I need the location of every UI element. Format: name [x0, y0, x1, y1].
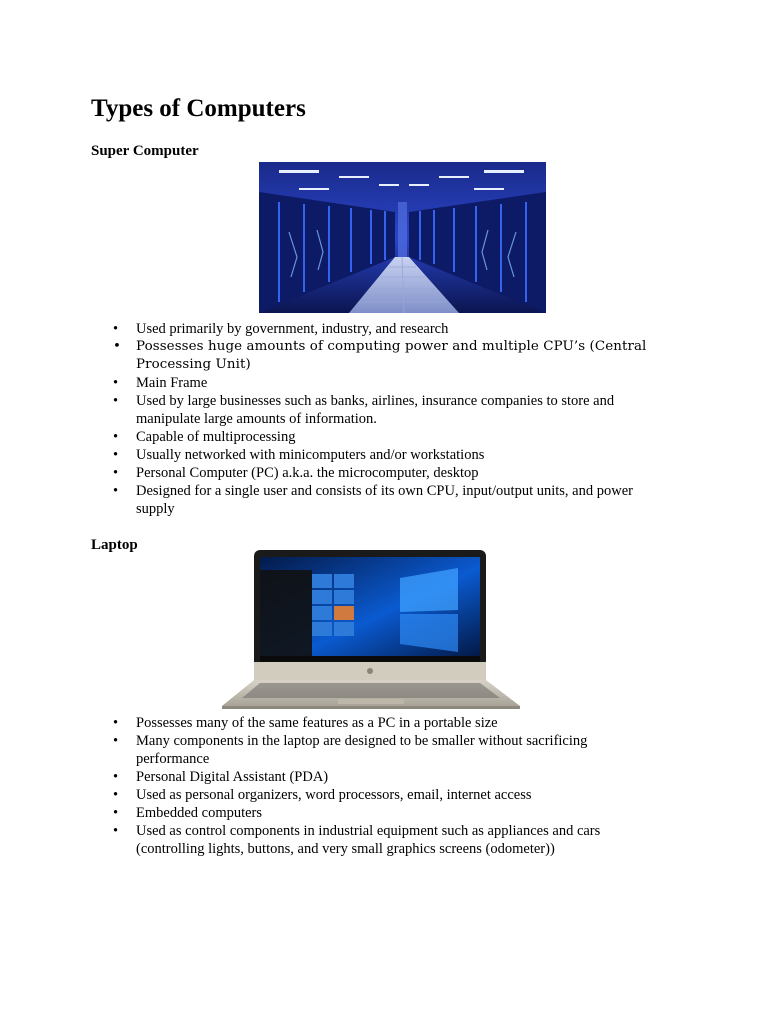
section-heading-laptop: Laptop — [91, 537, 138, 553]
laptop-photo — [220, 548, 522, 710]
list-item: • Capable of multiprocessing — [91, 428, 661, 446]
list-item: • Possesses many of the same features as a PC in a portable size — [91, 714, 661, 732]
list-item: • Many components in the laptop are designed to be smaller without sacrificing performance — [91, 732, 661, 768]
section-heading-super-computer: Super Computer — [91, 143, 199, 159]
list-item: • Possesses huge amounts of computing power and multiple CPU’s (Central Processing Unit) — [91, 338, 661, 374]
page-title: Types of Computers — [91, 95, 306, 122]
list-item: • Used as personal organizers, word processors, email, internet access — [91, 786, 661, 804]
laptop-bullet-list — [91, 714, 661, 858]
list-item: • Used by large businesses such as banks, airlines, insurance companies to store and manipulate large amounts of information. — [91, 392, 661, 428]
list-item: • Used as control components in industrial equipment such as appliances and cars (controlling lights, buttons, and very small graphics screens (odometer)) — [91, 822, 661, 858]
supercomputer-photo — [259, 162, 546, 313]
list-item: • Used primarily by government, industry, and research — [91, 320, 661, 338]
list-item: • Main Frame — [91, 374, 661, 392]
list-item: • Usually networked with minicomputers and/or workstations — [91, 446, 661, 464]
list-item: • Personal Computer (PC) a.k.a. the microcomputer, desktop — [91, 464, 661, 482]
super-computer-bullet-list — [91, 320, 661, 518]
list-item: • Embedded computers — [91, 804, 661, 822]
list-item: • Personal Digital Assistant (PDA) — [91, 768, 661, 786]
list-item: • Designed for a single user and consists of its own CPU, input/output units, and power supply — [91, 482, 661, 518]
